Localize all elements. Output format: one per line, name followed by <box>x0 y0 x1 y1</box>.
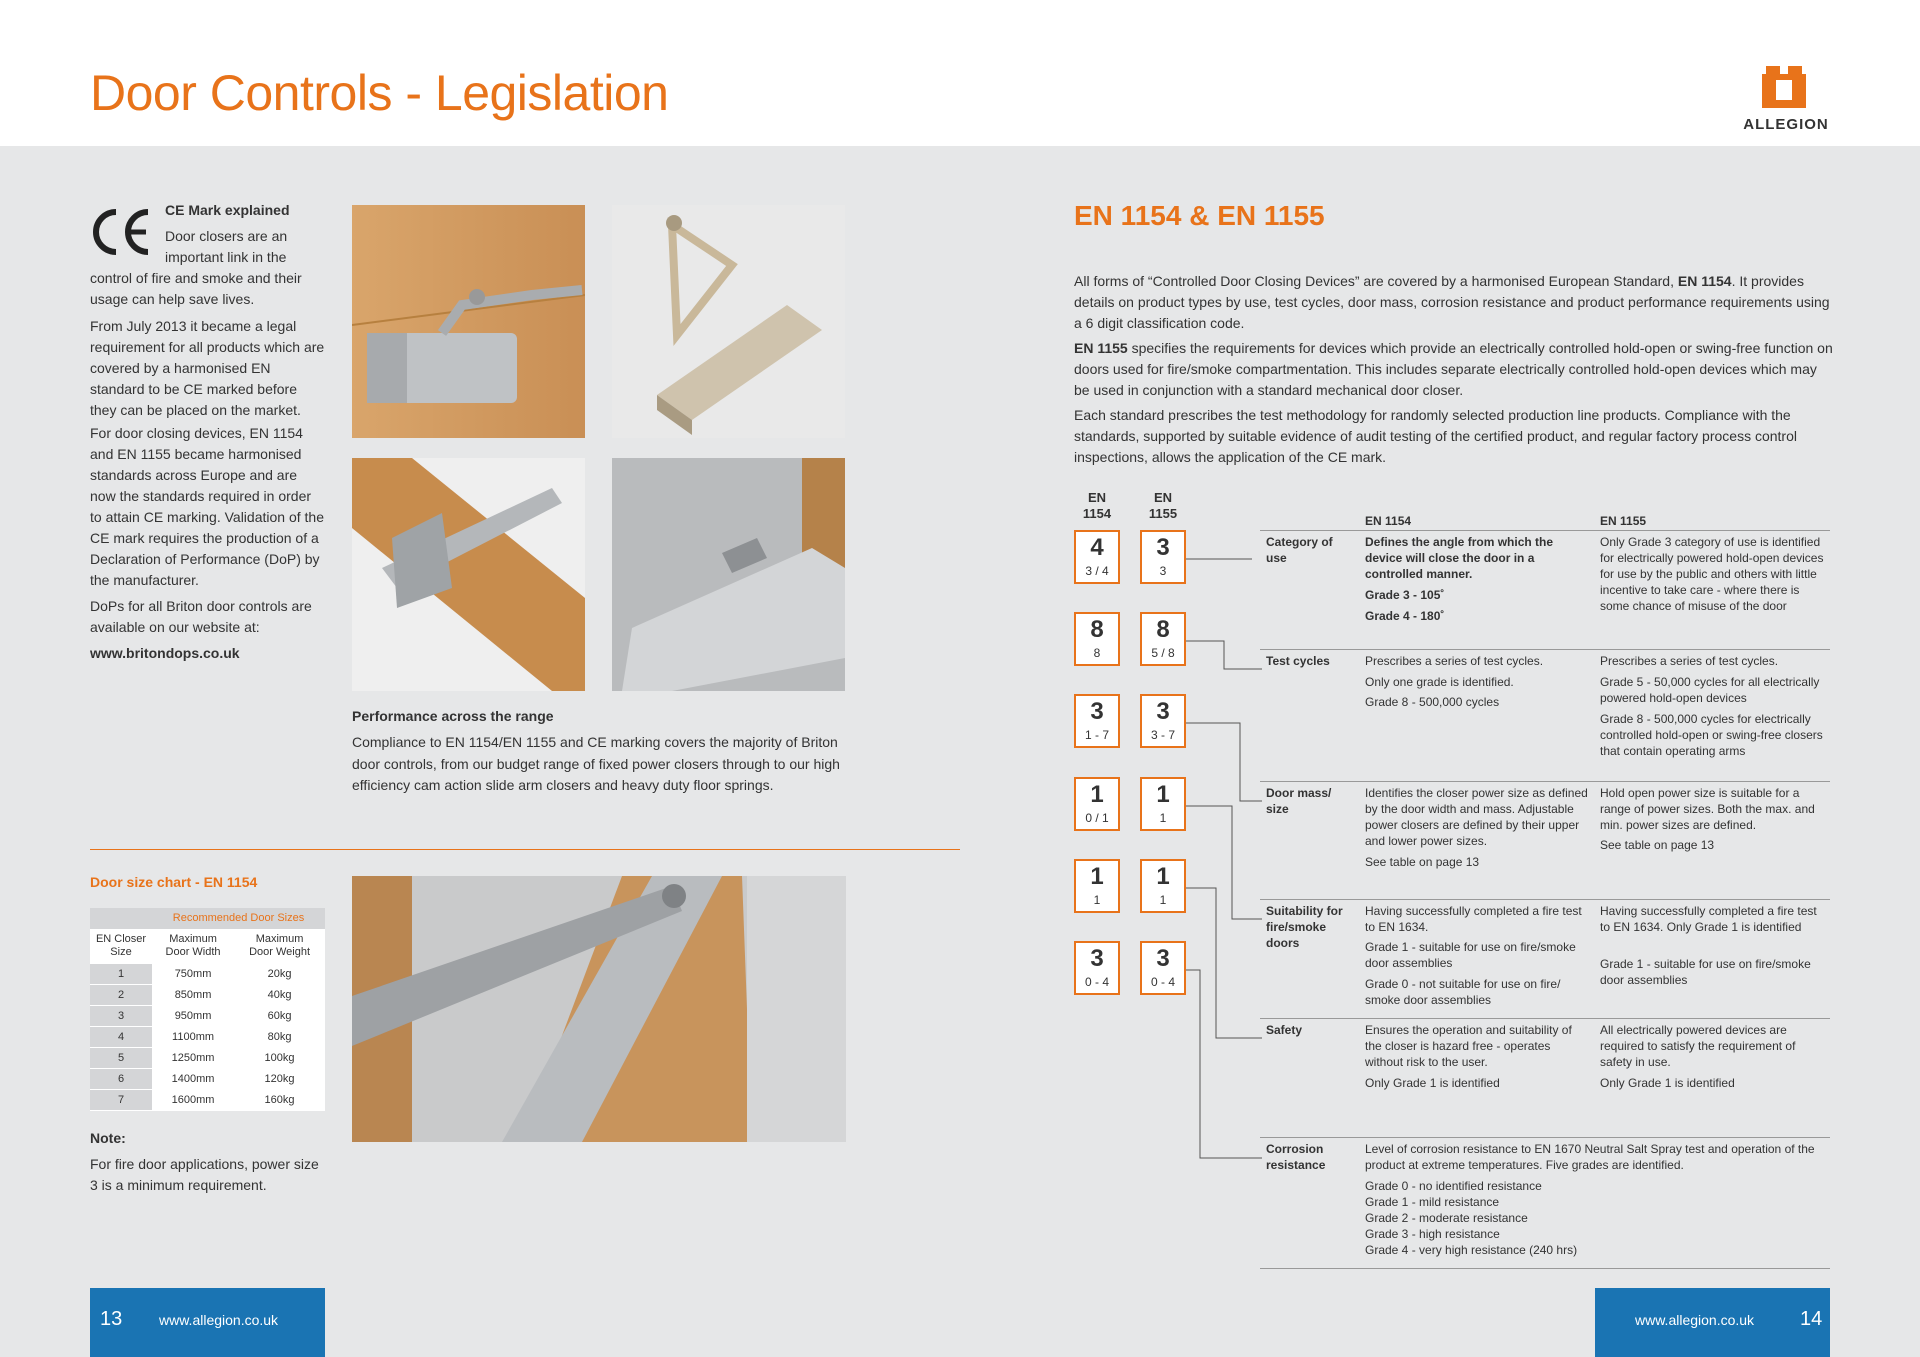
page-number: 14 <box>1800 1308 1823 1330</box>
footer-url[interactable]: www.allegion.co.uk <box>1635 1312 1755 1328</box>
category-grade-4: Grade 4 - 180˚ <box>1365 609 1445 623</box>
page-header <box>0 0 1920 146</box>
footer-url[interactable]: www.allegion.co.uk <box>159 1312 279 1328</box>
corrosion-grade-2: Grade 2 - moderate resistance <box>1365 1211 1528 1225</box>
digit-box: 3 3 - 7 <box>1140 694 1186 748</box>
en-intro-text: All forms of “Controlled Door Closing Devices” are covered by a harmonised European Standard, EN 1154. It provides details on product types by use, test cycles, door mass, corrosion resistance and product performance requirements using a 6 digit classification code. <box>1074 273 1830 331</box>
mass-1155-desc: Hold open power size is suitable for a range of power sizes. Both the max. and min. power sizes are defined. <box>1600 786 1815 832</box>
row-divider <box>1260 1137 1830 1138</box>
row-label-door-mass: Door mass/ size <box>1266 786 1332 816</box>
door-closer-photo-3 <box>352 458 585 691</box>
desc-header-en1154: EN 1154 <box>1365 514 1412 528</box>
digit-box: 1 1 <box>1074 859 1120 913</box>
table-row: 5 1250mm 100kg <box>90 1047 325 1068</box>
table-row: 2 850mm 40kg <box>90 984 325 1005</box>
corrosion-grade-0: Grade 0 - no identified resistance <box>1365 1179 1542 1193</box>
fire-1154-desc: Having successfully completed a fire test to EN 1634. <box>1365 904 1582 934</box>
digit-box: 3 1 - 7 <box>1074 694 1120 748</box>
allegion-logo-icon <box>1762 66 1806 108</box>
ce-mark-icon <box>90 206 154 258</box>
footer-left <box>90 1288 325 1357</box>
row-divider <box>1260 899 1830 900</box>
ce-text-line: Door closers are an <box>165 228 288 244</box>
fire-1154-grade-1: Grade 1 - suitable for use on fire/smoke door assemblies <box>1365 940 1576 970</box>
table-header-width: Maximum Door Width <box>152 929 234 963</box>
ce-dop-text: DoPs for all Briton door controls are available on our website at: <box>90 598 312 635</box>
ce-heading: CE Mark explained <box>165 202 290 218</box>
category-1154-desc: Defines the angle from which the device will close the door in a controlled manner. <box>1365 535 1554 581</box>
corrosion-grade-4: Grade 4 - very high resistance (240 hrs) <box>1365 1243 1578 1257</box>
table-row: 4 1100mm 80kg <box>90 1026 325 1047</box>
en1155-text: EN 1155 specifies the requirements for devices which provide an electrically controlled hold-open or swing-free function on doors used for fire/smoke compartmentation. This includes separate electrically controlled hold-open devices which may be used in conjunction with a standard mechanical door closer. <box>1074 340 1833 398</box>
test-1154-grade-note: Only one grade is identified. <box>1365 675 1514 689</box>
en-methodology-text: Each standard prescribes the test methodology for randomly selected production line products. Compliance with the standards, supported by suitable evidence of audit testing of the certified product, and regular factory process control inspections, allows the application of the CE mark. <box>1074 407 1797 465</box>
table-row: 1 750mm 20kg <box>90 963 325 984</box>
ce-harmonised-text: For door closing devices, EN 1154 and EN 1155 became harmonised standards across Europe and are now the standards required in order to attain CE marking. Validation of the CE mark requires the production of a Declaration of Performance (DoP) by the manufacturer. <box>90 425 324 588</box>
row-divider <box>1260 1268 1830 1269</box>
digit-box: 8 5 / 8 <box>1140 612 1186 666</box>
row-label-test-cycles: Test cycles <box>1266 654 1330 668</box>
fire-1155-desc: Having successfully completed a fire test to EN 1634. Only Grade 1 is identified <box>1600 904 1817 934</box>
door-chart-title: Door size chart - EN 1154 <box>90 874 258 890</box>
mass-1154-see-table: See table on page 13 <box>1365 855 1480 869</box>
page-number: 13 <box>100 1308 123 1330</box>
table-header-size: EN Closer Size <box>90 929 152 963</box>
row-divider <box>1260 781 1830 782</box>
table-row: 3 950mm 60kg <box>90 1005 325 1026</box>
performance-heading: Performance across the range <box>352 708 554 724</box>
digit-box: 1 0 / 1 <box>1074 777 1120 831</box>
test-1154-desc: Prescribes a series of test cycles. <box>1365 654 1544 668</box>
table-group-header: Recommended Door Sizes <box>152 908 325 929</box>
row-label-corrosion: Corrosion resistance <box>1266 1142 1326 1172</box>
corrosion-desc: Level of corrosion resistance to EN 1670 Neutral Salt Spray test and operation of the product at extreme temperatures. Five grades are identified. <box>1365 1142 1815 1172</box>
test-1154-grade: Grade 8 - 500,000 cycles <box>1365 695 1500 709</box>
row-divider <box>1260 530 1830 531</box>
table-row: 6 1400mm 120kg <box>90 1068 325 1089</box>
digit-box: 4 3 / 4 <box>1074 530 1120 584</box>
digit-box: 3 0 - 4 <box>1140 941 1186 995</box>
corrosion-grade-3: Grade 3 - high resistance <box>1365 1227 1500 1241</box>
digit-box: 3 0 - 4 <box>1074 941 1120 995</box>
row-label-fire-smoke: Suitability for fire/smoke doors <box>1266 904 1343 950</box>
table-header-weight: Maximum Door Weight <box>234 929 325 963</box>
safety-1154-grade: Only Grade 1 is identified <box>1365 1076 1500 1090</box>
category-1155-desc: Only Grade 3 category of use is identified for electrically powered hold-open devices for use by the public and others with little incentive to take care - where there is some chance of misuse of the door <box>1600 535 1824 613</box>
fire-1154-grade-0: Grade 0 - not suitable for use on fire/ smoke door assemblies <box>1365 977 1561 1007</box>
digit-box: 1 1 <box>1140 859 1186 913</box>
section-divider <box>90 849 960 850</box>
fire-1155-grade-1: Grade 1 - suitable for use on fire/smoke door assemblies <box>1600 957 1811 987</box>
door-size-table <box>90 908 325 1111</box>
ce-text-line: important link in the <box>165 249 287 265</box>
row-label-category: Category of use <box>1266 535 1333 565</box>
safety-1155-grade: Only Grade 1 is identified <box>1600 1076 1735 1090</box>
mass-1154-desc: Identifies the closer power size as defined by the door width and mass. Adjustable power closers are defined by their upper and lower power sizes. <box>1365 786 1588 848</box>
row-divider <box>1260 1018 1830 1019</box>
allegion-logo <box>1736 66 1836 136</box>
col-header-en1155: EN 1155 <box>1148 490 1178 521</box>
ce-legal-text: From July 2013 it became a legal requirement for all products which are covered by a harmonised EN standard to be CE marked before they can be placed on the market. <box>90 318 325 418</box>
connector-lines <box>1186 520 1266 1170</box>
digit-box: 1 1 <box>1140 777 1186 831</box>
en-title: EN 1154 & EN 1155 <box>1074 200 1325 231</box>
desc-header-en1155: EN 1155 <box>1600 514 1647 528</box>
row-label-safety: Safety <box>1266 1023 1303 1037</box>
category-grade-3: Grade 3 - 105˚ <box>1365 588 1445 602</box>
corrosion-grade-1: Grade 1 - mild resistance <box>1365 1195 1500 1209</box>
digit-box: 8 8 <box>1074 612 1120 666</box>
safety-1155-desc: All electrically powered devices are required to satisfy the requirement of safety in use. <box>1600 1023 1796 1069</box>
performance-text: Compliance to EN 1154/EN 1155 and CE marking covers the majority of Briton door controls, from our budget range of fixed power closers through to our high efficiency cam action slide arm closers and heavy duty floor springs. <box>352 734 840 793</box>
digit-box: 3 3 <box>1140 530 1186 584</box>
note-heading: Note: <box>90 1130 126 1146</box>
door-closer-photo-2 <box>612 205 845 438</box>
ce-text: control of fire and smoke and their usage can help save lives. <box>90 270 302 307</box>
slide-arm-closer-photo <box>352 876 846 1142</box>
col-header-en1154: EN 1154 <box>1082 490 1112 521</box>
mass-1155-see-table: See table on page 13 <box>1600 838 1715 852</box>
safety-1154-desc: Ensures the operation and suitability of the closer is hazard free - operates without risk to the user. <box>1365 1023 1572 1069</box>
test-1155-grade-8: Grade 8 - 500,000 cycles for electrically controlled hold-open or swing-free closers that contain operating arms <box>1600 712 1823 758</box>
table-row: 7 1600mm 160kg <box>90 1089 325 1110</box>
test-1155-desc: Prescribes a series of test cycles. <box>1600 654 1779 668</box>
page-title: Door Controls - Legislation <box>90 65 669 121</box>
note-text: For fire door applications, power size 3 is a minimum requirement. <box>90 1156 319 1193</box>
row-divider <box>1260 649 1830 650</box>
test-1155-grade-5: Grade 5 - 50,000 cycles for all electrically powered hold-open devices <box>1600 675 1820 705</box>
dops-link[interactable]: www.britondops.co.uk <box>90 645 240 661</box>
floor-spring-photo <box>612 458 845 691</box>
logo-text: ALLEGION <box>1743 116 1829 133</box>
footer-right <box>1595 1288 1830 1357</box>
door-closer-photo-1 <box>352 205 585 438</box>
